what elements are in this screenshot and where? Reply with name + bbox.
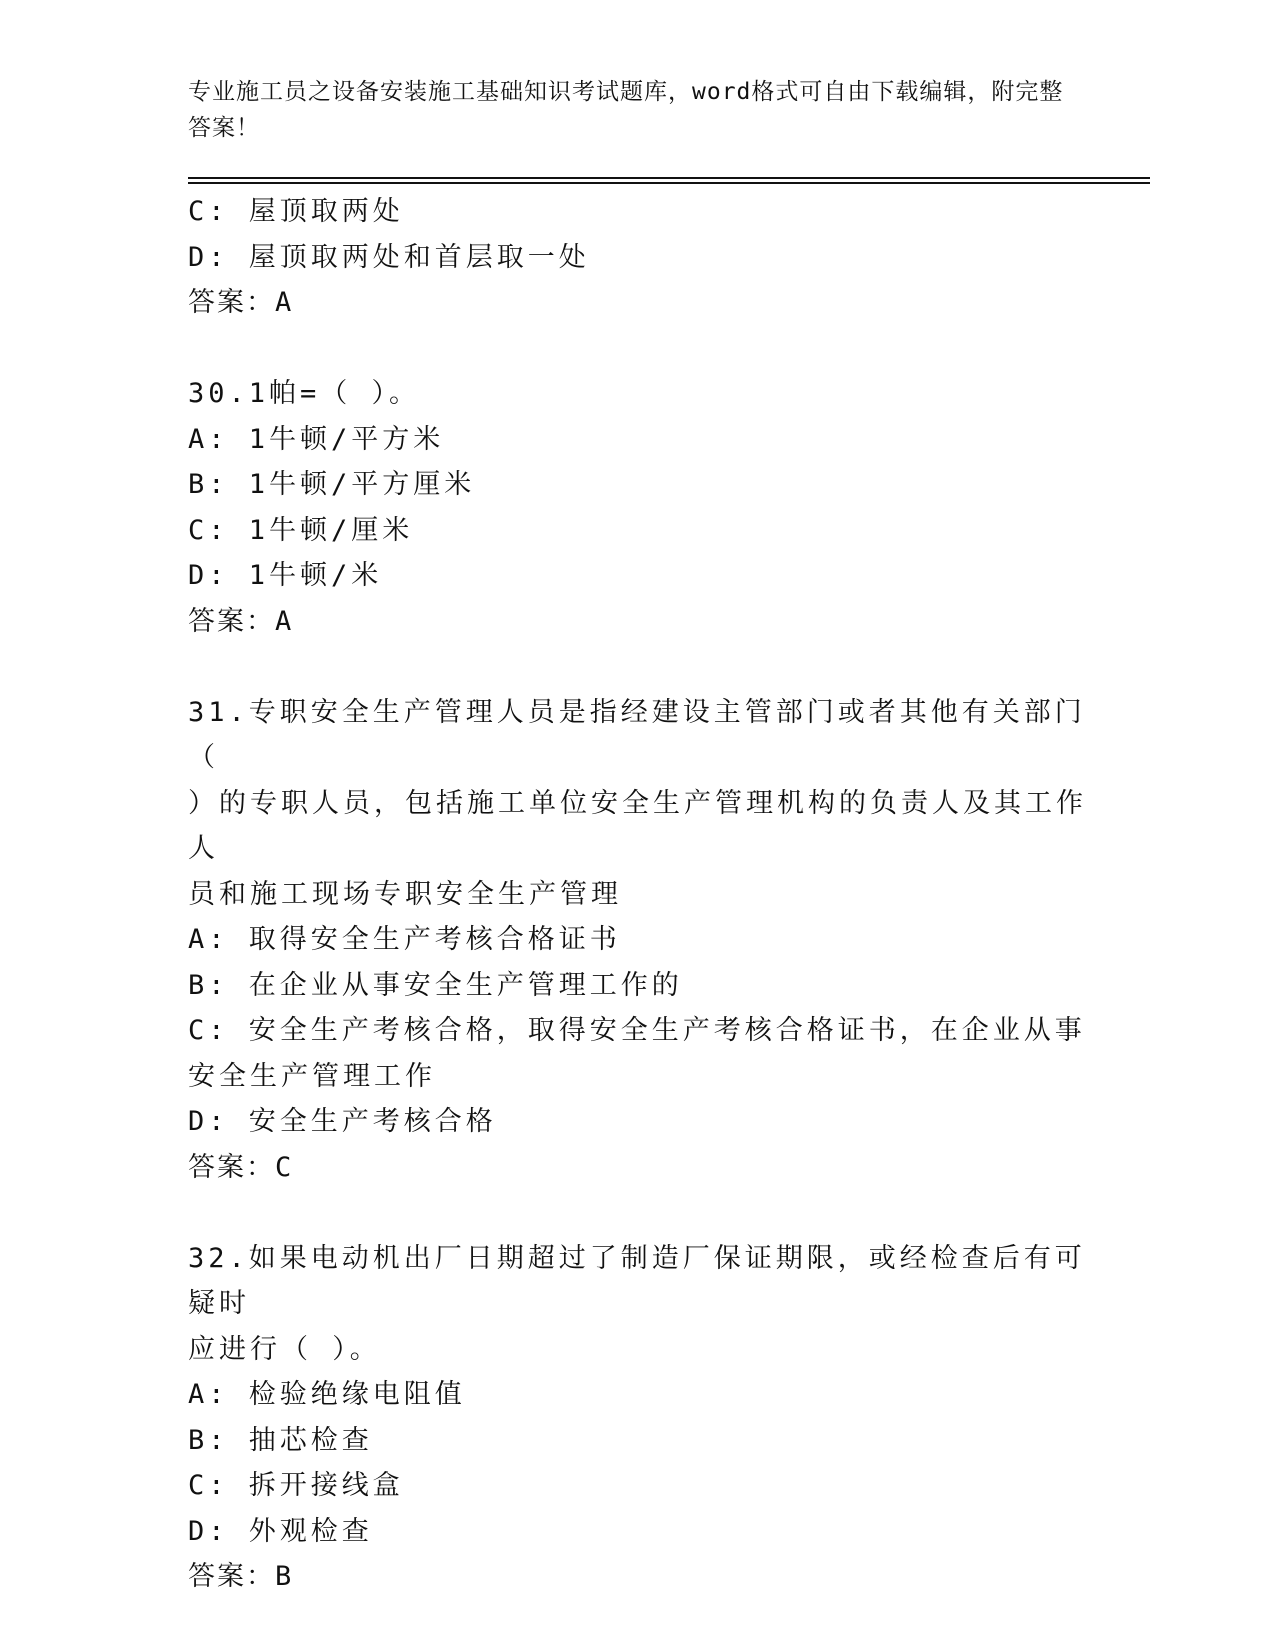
option-line: A: 取得安全生产考核合格证书 xyxy=(188,924,621,955)
option-line: D: 外观检查 xyxy=(188,1515,373,1547)
answer-line: 答案：B xyxy=(188,1561,294,1592)
option-line: A: 1牛顿/平方米 xyxy=(188,423,445,455)
option-line: C: 1牛顿/厘米 xyxy=(188,514,414,546)
question-content xyxy=(188,189,1088,1600)
option-line: B: 抽芯检查 xyxy=(188,1424,373,1456)
question-text: 应进行（ ）。 xyxy=(188,1333,381,1365)
answer-line: 答案：A xyxy=(188,605,294,637)
question-text: ）的专职人员，包括施工单位安全生产管理机构的负责人及其工作人 xyxy=(188,787,1087,864)
header-rule-bottom xyxy=(188,182,1150,184)
option-line: B: 1牛顿/平方厘米 xyxy=(188,469,476,500)
spacer xyxy=(188,644,1088,690)
option-line: C: 拆开接线盒 xyxy=(188,1470,404,1501)
question-text: 30.1帕=（ ）。 xyxy=(188,378,421,409)
answer-line: 答案：C xyxy=(188,1151,294,1183)
option-line: B: 在企业从事安全生产管理工作的 xyxy=(188,969,683,1001)
option-line: D: 1牛顿/米 xyxy=(188,560,383,591)
option-line: A: 检验绝缘电阻值 xyxy=(188,1379,466,1410)
spacer xyxy=(188,326,1088,372)
spacer xyxy=(188,1190,1088,1236)
option-line: C: 屋顶取两处 xyxy=(188,196,404,227)
question-text: 32.如果电动机出厂日期超过了制造厂保证期限，或经检查后有可疑时 xyxy=(188,1242,1086,1319)
question-text: 员和施工现场专职安全生产管理 xyxy=(188,878,622,910)
option-line: C: 安全生产考核合格，取得安全生产考核合格证书，在企业从事安全生产管理工作 xyxy=(188,1015,1086,1092)
answer-line: 答案：A xyxy=(188,287,294,318)
question-text: 31.专职安全生产管理人员是指经建设主管部门或者其他有关部门（ xyxy=(188,696,1086,773)
document-header: 专业施工员之设备安装施工基础知识考试题库，word格式可自由下载编辑，附完整答案！ xyxy=(188,79,1064,141)
header-rule-top xyxy=(188,177,1150,179)
option-line: D: 屋顶取两处和首层取一处 xyxy=(188,241,590,273)
option-line: D: 安全生产考核合格 xyxy=(188,1106,497,1137)
